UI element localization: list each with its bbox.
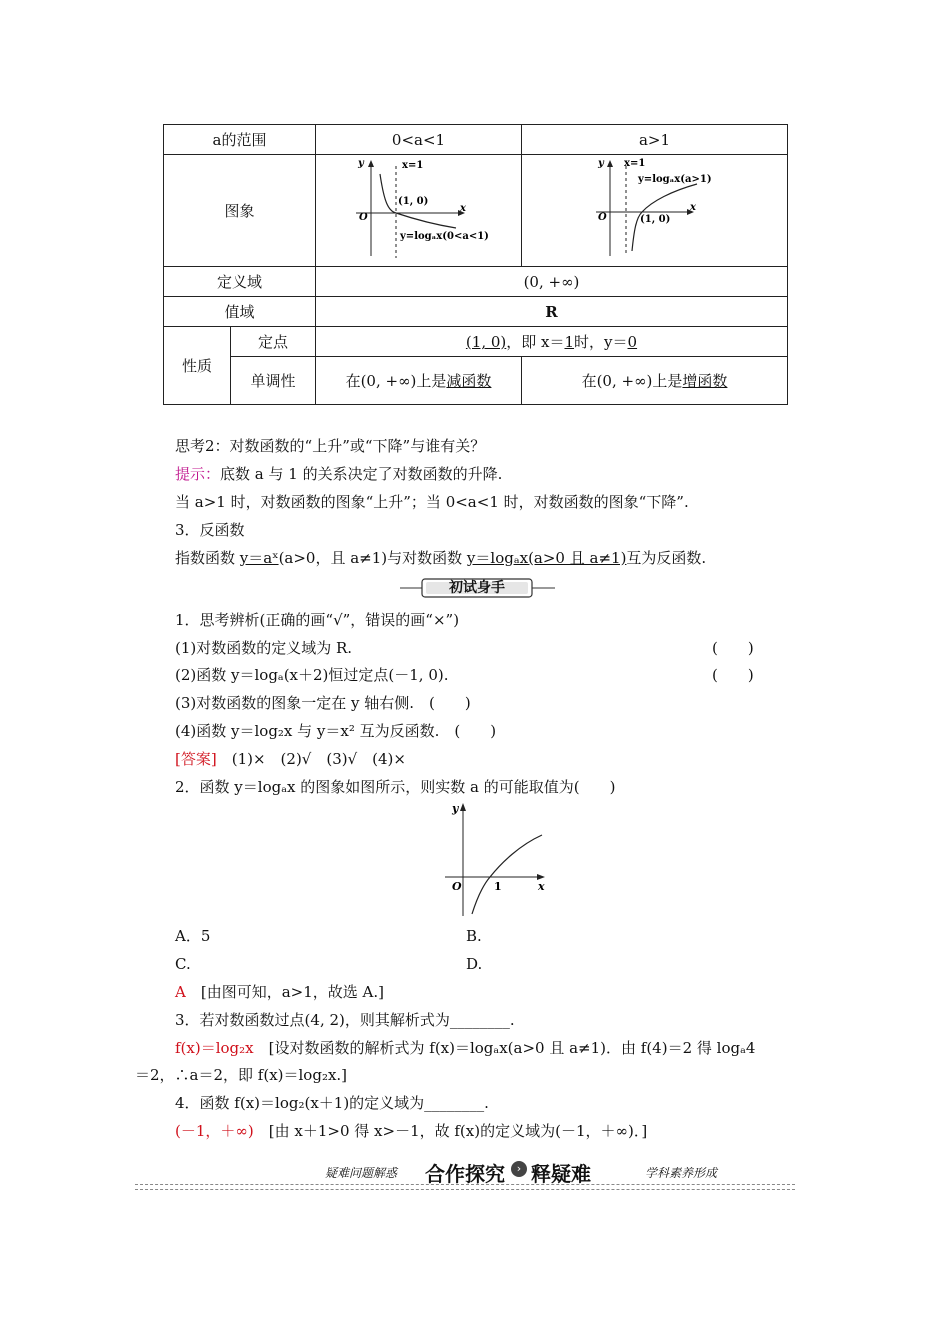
mono1-prefix: 在(0, +∞)上是: [345, 372, 447, 390]
q2-title: 2．函数 y＝logₐx 的图象如图所示，则实数 a 的可能取值为( ): [175, 778, 616, 796]
x-label: x: [538, 880, 545, 893]
q4-title: 4．函数 f(x)＝log₂(x＋1)的定义域为________.: [175, 1094, 489, 1112]
answer1-label: [答案]: [175, 750, 217, 768]
x-label: x: [460, 202, 466, 214]
answer3-result: f(x)＝log₂x: [175, 1039, 254, 1057]
hint-text: 底数 a 与 1 的关系决定了对数函数的升降.: [220, 465, 503, 483]
answer2-letter: A: [175, 983, 186, 1001]
option-a: A．5: [175, 927, 211, 945]
range-col1: [316, 125, 522, 155]
tick-one-label: 1: [494, 880, 502, 893]
fixed-point-label-cell: [231, 327, 316, 357]
graph-label-cell: [164, 155, 316, 267]
footer-title-2: 释疑难: [531, 1162, 591, 1186]
function-label: y=logₐx(0<a<1): [400, 230, 489, 242]
props-label: 性质: [181, 357, 212, 375]
fixed-point-y: 0: [627, 333, 638, 351]
graph-decreasing: [316, 156, 521, 266]
y-arrow: [460, 803, 466, 811]
answer3-line-2: ＝2，∴a＝2，即 f(x)＝log₂x.]: [135, 1066, 348, 1084]
domain-value-cell: [316, 267, 788, 297]
asymptote-label: x=1: [402, 159, 424, 171]
q1-item1: (1)对数函数的定义域为 R.: [175, 639, 353, 657]
props-label-cell: [164, 327, 231, 405]
fixed-point-x: 1: [564, 333, 575, 351]
range-col2: [522, 125, 788, 155]
mono2-value: 增函数: [682, 372, 728, 390]
option-c: C.: [175, 955, 191, 973]
log-curve: [472, 835, 542, 914]
q1-item1-blank: ( ): [712, 639, 754, 657]
q1-item2: (2)函数 y＝logₐ(x＋2)恒过定点(－1, 0).: [175, 666, 449, 684]
footer-left-text: 疑难问题解惑: [325, 1166, 398, 1180]
sec3-post: 互为反函数.: [626, 549, 707, 567]
range-col2-text: a>1: [638, 130, 671, 149]
fixed-point-mid: ，即 x＝: [506, 333, 565, 351]
answer2-line: [175, 982, 384, 1002]
sec3-mid: (a>0，且 a≠1)与对数函数: [278, 549, 467, 567]
answer4-line: [175, 1121, 647, 1141]
answer3-line: [175, 1038, 755, 1058]
range-col1-text: 0<a<1: [391, 130, 446, 149]
mono-increasing-cell: [522, 357, 788, 405]
graph-increasing-cell: [522, 155, 788, 267]
range-label: a的范围: [212, 131, 267, 149]
footer-right-text: 学科素养形成: [645, 1166, 718, 1180]
option-d: D.: [466, 955, 483, 973]
footer-divider: [135, 1184, 795, 1190]
sec3-log: y＝logₐx(a>0 且 a≠1): [466, 549, 627, 567]
think2-line: 思考2：对数函数的“上升”或“下降”与谁有关？: [175, 437, 486, 455]
asymptote-label: x=1: [624, 157, 646, 169]
fixed-point-mid2: 时，y＝: [574, 333, 628, 351]
q3-title: 3．若对数函数过点(4, 2)，则其解析式为________.: [175, 1011, 515, 1029]
log-properties-table: [163, 124, 788, 405]
y-arrow: [607, 160, 613, 167]
y-arrow: [368, 160, 374, 167]
q1-item3: (3)对数函数的图象一定在 y 轴右侧. ( ): [175, 694, 471, 712]
graph-increasing: [522, 156, 787, 266]
q2-graph: [440, 800, 550, 918]
graph-label: 图象: [224, 202, 255, 220]
range-value-label-cell: [164, 297, 316, 327]
fixed-point-cell: [316, 327, 788, 357]
mono2-prefix: 在(0, +∞)上是: [581, 372, 683, 390]
section3-title: 3．反函数: [175, 521, 245, 539]
hint-label: 提示：: [175, 465, 221, 483]
origin-label: O: [359, 211, 368, 223]
range-value-cell: [316, 297, 788, 327]
section3-line: [175, 548, 706, 568]
x-label: x: [690, 201, 696, 213]
range-label-cell: [164, 125, 316, 155]
footer-title-1: 合作探究: [425, 1162, 505, 1186]
section-footer-header: [325, 1158, 745, 1184]
q1-title: 1．思考辨析(正确的画“√”，错误的画“×”): [175, 611, 460, 629]
fixed-point-label: 定点: [257, 333, 288, 351]
sec3-pre: 指数函数: [175, 549, 240, 567]
point-label: (1, 0): [398, 195, 429, 207]
hint-line: [175, 464, 502, 484]
mono-label: 单调性: [250, 372, 296, 390]
q1-item2-blank: ( ): [712, 666, 754, 684]
y-label: y: [358, 157, 364, 169]
domain-label-cell: [164, 267, 316, 297]
function-label: y=logₐx(a>1): [638, 173, 712, 185]
mono-decreasing-cell: [316, 357, 522, 405]
banner-title: 初试身手: [449, 580, 505, 596]
graph-decreasing-cell: [316, 155, 522, 267]
domain-value: (0, +∞): [523, 272, 580, 291]
answer1-text: (1)× (2)√ (3)√ (4)×: [231, 750, 406, 768]
option-b: B.: [466, 927, 482, 945]
point-label: (1, 0): [640, 213, 671, 225]
domain-label: 定义域: [216, 273, 262, 291]
y-label: y: [452, 802, 459, 815]
answer1-line: [175, 749, 406, 769]
chevron-right-icon: ›: [511, 1161, 527, 1177]
hint-line-2: 当 a>1 时，对数函数的图象“上升”；当 0<a<1 时，对数函数的图象“下降”.: [175, 493, 689, 511]
range-value: R: [545, 302, 558, 321]
answer4-result: (－1，＋∞): [175, 1122, 254, 1140]
answer4-text: [由 x＋1>0 得 x>－1，故 f(x)的定义域为(－1，＋∞)．]: [268, 1122, 648, 1140]
mono1-value: 减函数: [446, 372, 492, 390]
q1-item4: (4)函数 y＝log₂x 与 y＝x² 互为反函数. ( ): [175, 722, 497, 740]
answer3-text: [设对数函数的解析式为 f(x)＝logₐx(a>0 且 a≠1)．由 f(4)＝2 得 logₐ4: [268, 1039, 756, 1057]
section-banner: [400, 578, 555, 598]
fixed-point-value: (1, 0): [465, 333, 507, 351]
mono-label-cell: [231, 357, 316, 405]
y-label: y: [598, 157, 604, 169]
sec3-exp: y＝aˣ: [239, 549, 279, 567]
answer2-text: [由图可知，a>1，故选 A.]: [200, 983, 384, 1001]
origin-label: O: [452, 880, 462, 893]
origin-label: O: [598, 211, 607, 223]
range-value-label: 值域: [224, 303, 255, 321]
